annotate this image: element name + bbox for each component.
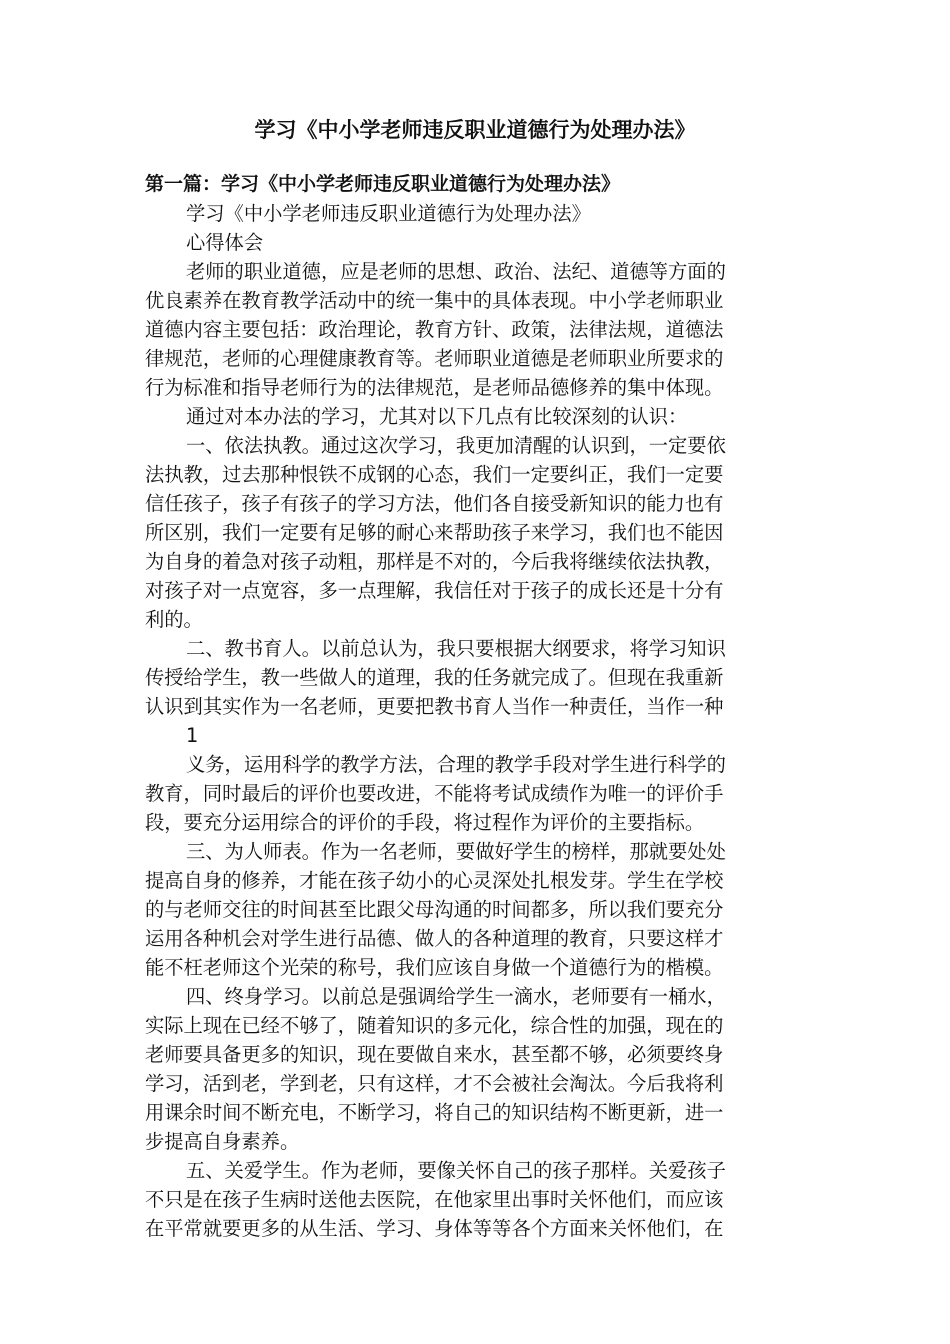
body-line: 心得体会	[186, 231, 264, 254]
body-line: 四、终身学习。以前总是强调给学生一滴水，老师要有一桶水，	[186, 985, 726, 1008]
body-line: 的与老师交往的时间甚至比跟父母沟通的时间都多，所以我们要充分	[145, 898, 724, 921]
body-line: 所区别，我们一定要有足够的耐心来帮助孩子来学习，我们也不能因	[145, 521, 724, 544]
body-line: 通过对本办法的学习，尤其对以下几点有比较深刻的认识：	[186, 405, 688, 428]
body-line: 提高自身的修养，才能在孩子幼小的心灵深处扎根发芽。学生在学校	[145, 869, 724, 892]
body-line: 能不枉老师这个光荣的称号，我们应该自身做一个道德行为的楷模。	[145, 956, 724, 979]
body-line: 信任孩子，孩子有孩子的学习方法，他们各自接受新知识的能力也有	[145, 492, 724, 515]
body-line: 三、为人师表。作为一名老师，要做好学生的榜样，那就要处处	[186, 840, 726, 863]
body-line: 段，要充分运用综合的评价的手段，将过程作为评价的主要指标。	[145, 811, 705, 834]
body-line: 一、依法执教。通过这次学习，我更加清醒的认识到，一定要依	[186, 434, 726, 457]
body-line: 在平常就要更多的从生活、学习、身体等等各个方面来关怀他们，在	[145, 1217, 724, 1240]
body-line: 学习，活到老，学到老，只有这样，才不会被社会淘汰。今后我将利	[145, 1072, 724, 1095]
body-line: 运用各种机会对学生进行品德、做人的各种道理的教育，只要这样才	[145, 927, 724, 950]
document-body	[145, 170, 815, 1243]
body-line: 步提高自身素养。	[145, 1130, 300, 1153]
page-number: 1	[186, 724, 199, 747]
body-line: 学习《中小学老师违反职业道德行为处理办法》	[186, 202, 591, 225]
body-line: 法执教，过去那种恨铁不成钢的心态，我们一定要纠正，我们一定要	[145, 463, 724, 486]
body-line: 义务，运用科学的教学方法，合理的教学手段对学生进行科学的	[186, 753, 726, 776]
body-line: 道德内容主要包括：政治理论，教育方针、政策，法律法规，道德法	[145, 318, 724, 341]
body-line: 为自身的着急对孩子动粗，那样是不对的，今后我将继续依法执教，	[145, 550, 724, 573]
body-line: 二、教书育人。以前总认为，我只要根据大纲要求，将学习知识	[186, 637, 726, 660]
document-title: 学习《中小学老师违反职业道德行为处理办法》	[254, 118, 696, 142]
body-line: 利的。	[145, 608, 203, 631]
section-heading: 第一篇：学习《中小学老师违反职业道德行为处理办法》	[145, 173, 621, 195]
body-line: 老师要具备更多的知识，现在要做自来水，甚至都不够，必须要终身	[145, 1043, 724, 1066]
body-line: 传授给学生，教一些做人的道理，我的任务就完成了。但现在我重新	[145, 666, 724, 689]
body-line: 五、关爱学生。作为老师，要像关怀自己的孩子那样。关爱孩子	[186, 1159, 726, 1182]
body-line: 认识到其实作为一名老师，更要把教书育人当作一种责任，当作一种	[145, 695, 724, 718]
body-line: 实际上现在已经不够了，随着知识的多元化，综合性的加强，现在的	[145, 1014, 724, 1037]
body-line: 不只是在孩子生病时送他去医院，在他家里出事时关怀他们，而应该	[145, 1188, 724, 1211]
body-line: 行为标准和指导老师行为的法律规范，是老师品德修养的集中体现。	[145, 376, 724, 399]
body-line: 用课余时间不断充电，不断学习，将自己的知识结构不断更新，进一	[145, 1101, 724, 1124]
body-line: 老师的职业道德，应是老师的思想、政治、法纪、道德等方面的	[186, 260, 726, 283]
body-line: 律规范，老师的心理健康教育等。老师职业道德是老师职业所要求的	[145, 347, 724, 370]
body-line: 教育，同时最后的评价也要改进，不能将考试成绩作为唯一的评价手	[145, 782, 724, 805]
body-line: 优良素养在教育教学活动中的统一集中的具体表现。中小学老师职业	[145, 289, 724, 312]
body-line: 对孩子对一点宽容，多一点理解，我信任对于孩子的成长还是十分有	[145, 579, 724, 602]
